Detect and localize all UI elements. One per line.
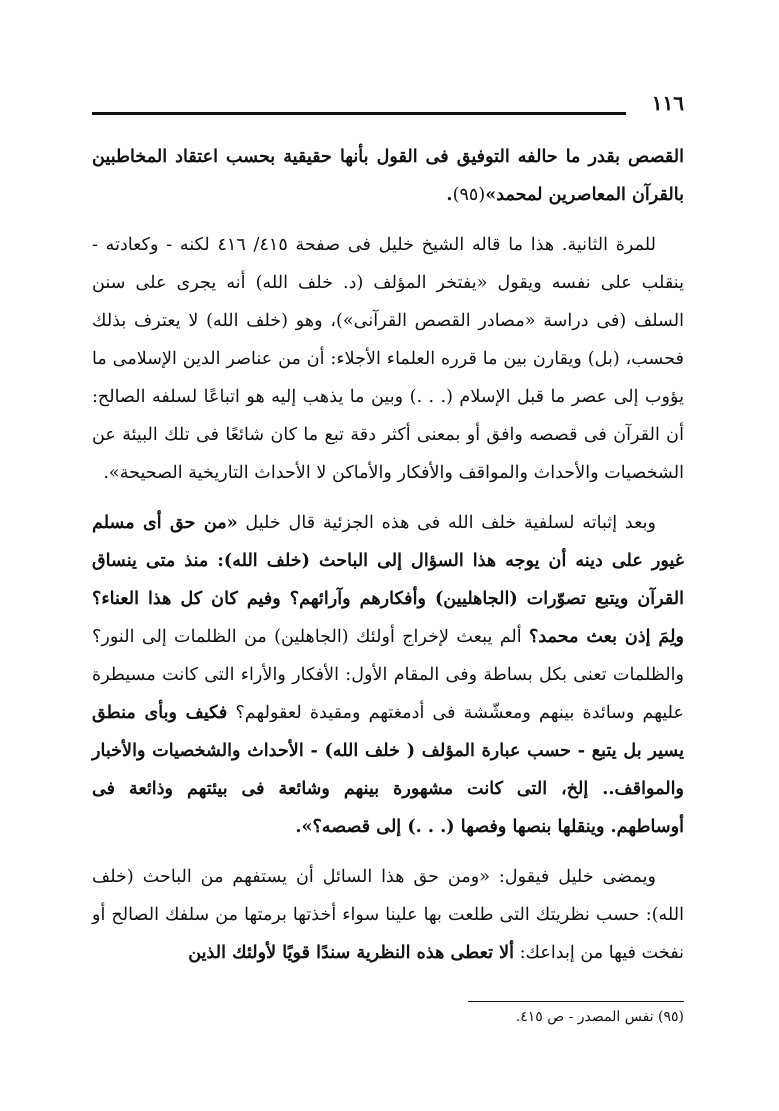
footnote-rule [468,1001,684,1002]
paragraph-3 [92,504,684,846]
text-run: ألا تعطى هذه النظرية سندًا قويًا لأولئك الذين [188,942,515,963]
text-run: . [446,184,453,205]
footnote-ref: (٩٥) [452,185,486,205]
page-number: ١١٦ [651,91,684,115]
text-run: «من حق أى مسلم غيور على دينه أن يوجه هذا السؤال إلى الباحث (خلف الله): منذ متى ينساق القرآن ويتبع تصوّرات (الجاهليين) وأفكارهم وآرائهم؟ وفيم كان كل هذا العناء؟ ولِمَ إذن بعث محمد؟ [92,512,684,647]
footnote: (٩٥) نفس المصدر - ص ٤١٥. [515,1009,684,1025]
body-text [92,138,684,972]
text-run: القصص بقدر ما حالفه التوفيق فى القول بأنها حقيقية بحسب اعتقاد المخاطبين بالقرآن المعاصرين لمحمد» [92,146,684,205]
page-header [92,88,684,118]
text-run: فكيف وبأى منطق يسير بل يتبع - حسب عبارة المؤلف ( خلف الله) - الأحداث والشخصيات والأخبار والمواقف.. إلخ، التى كانت مشهورة بينهم وشائعة فى بيئتهم وذائعة فى أوساطهم. وينقلها بنصها وفصها (. . .) إلى قصصه؟». [92,702,684,837]
text-run: ألم يبعث لإخراج أولئك (الجاهلين) من الظلمات إلى النور؟ والظلمات تعنى بكل بساطة وفى المقام الأول: الأفكار والأراء التى كانت مسيطرة عليهم وسائدة بينهم ومعشّشة فى أدمغتهم ومقيدة لعقولهم؟ [92,627,684,723]
text-run: وبعد إثباته لسلفية خلف الله فى هذه الجزئية قال خليل [237,513,656,533]
paragraph-1 [92,138,684,214]
paragraph-2 [92,226,684,492]
header-rule [92,112,626,115]
paragraph-4 [92,858,684,972]
text-run: للمرة الثانية. هذا ما قاله الشيخ خليل فى صفحة ٤١٥/ ٤١٦ لكنه - وكعادته - ينقلب على نفسه ويقول «يفتخر المؤلف (د. خلف الله) أنه يجرى على سنن السلف (فى دراسة «مصادر القصص القرآنى»)، وهو (خلف الله) لا يعترف بذلك فحسب، (بل) ويقارن بين ما قرره العلماء الأجلاء: أن من عناصر الدين الإسلامى ما يؤوب إلى عصر ما قبل الإسلام (. . .) وبين ما يذهب إليه هو اتباعًا لسلفه الصالح: أن القرآن فى قصصه وافق أو بمعنى أكثر دقة تبع ما كان شائعًا فى تلك البيئة عن الشخصيات والأحداث والمواقف والأفكار والأماكن لا الأحداث التاريخية الصحيحة». [92,235,684,483]
text-run: ويمضى خليل فيقول: «ومن حق هذا السائل أن يستفهم من الباحث (خلف الله): حسب نظريتك التى طلعت بها علينا سواء أخذتها برمتها من سلفك الصالح أو نفخت فيها من إبداعك: [92,867,684,963]
